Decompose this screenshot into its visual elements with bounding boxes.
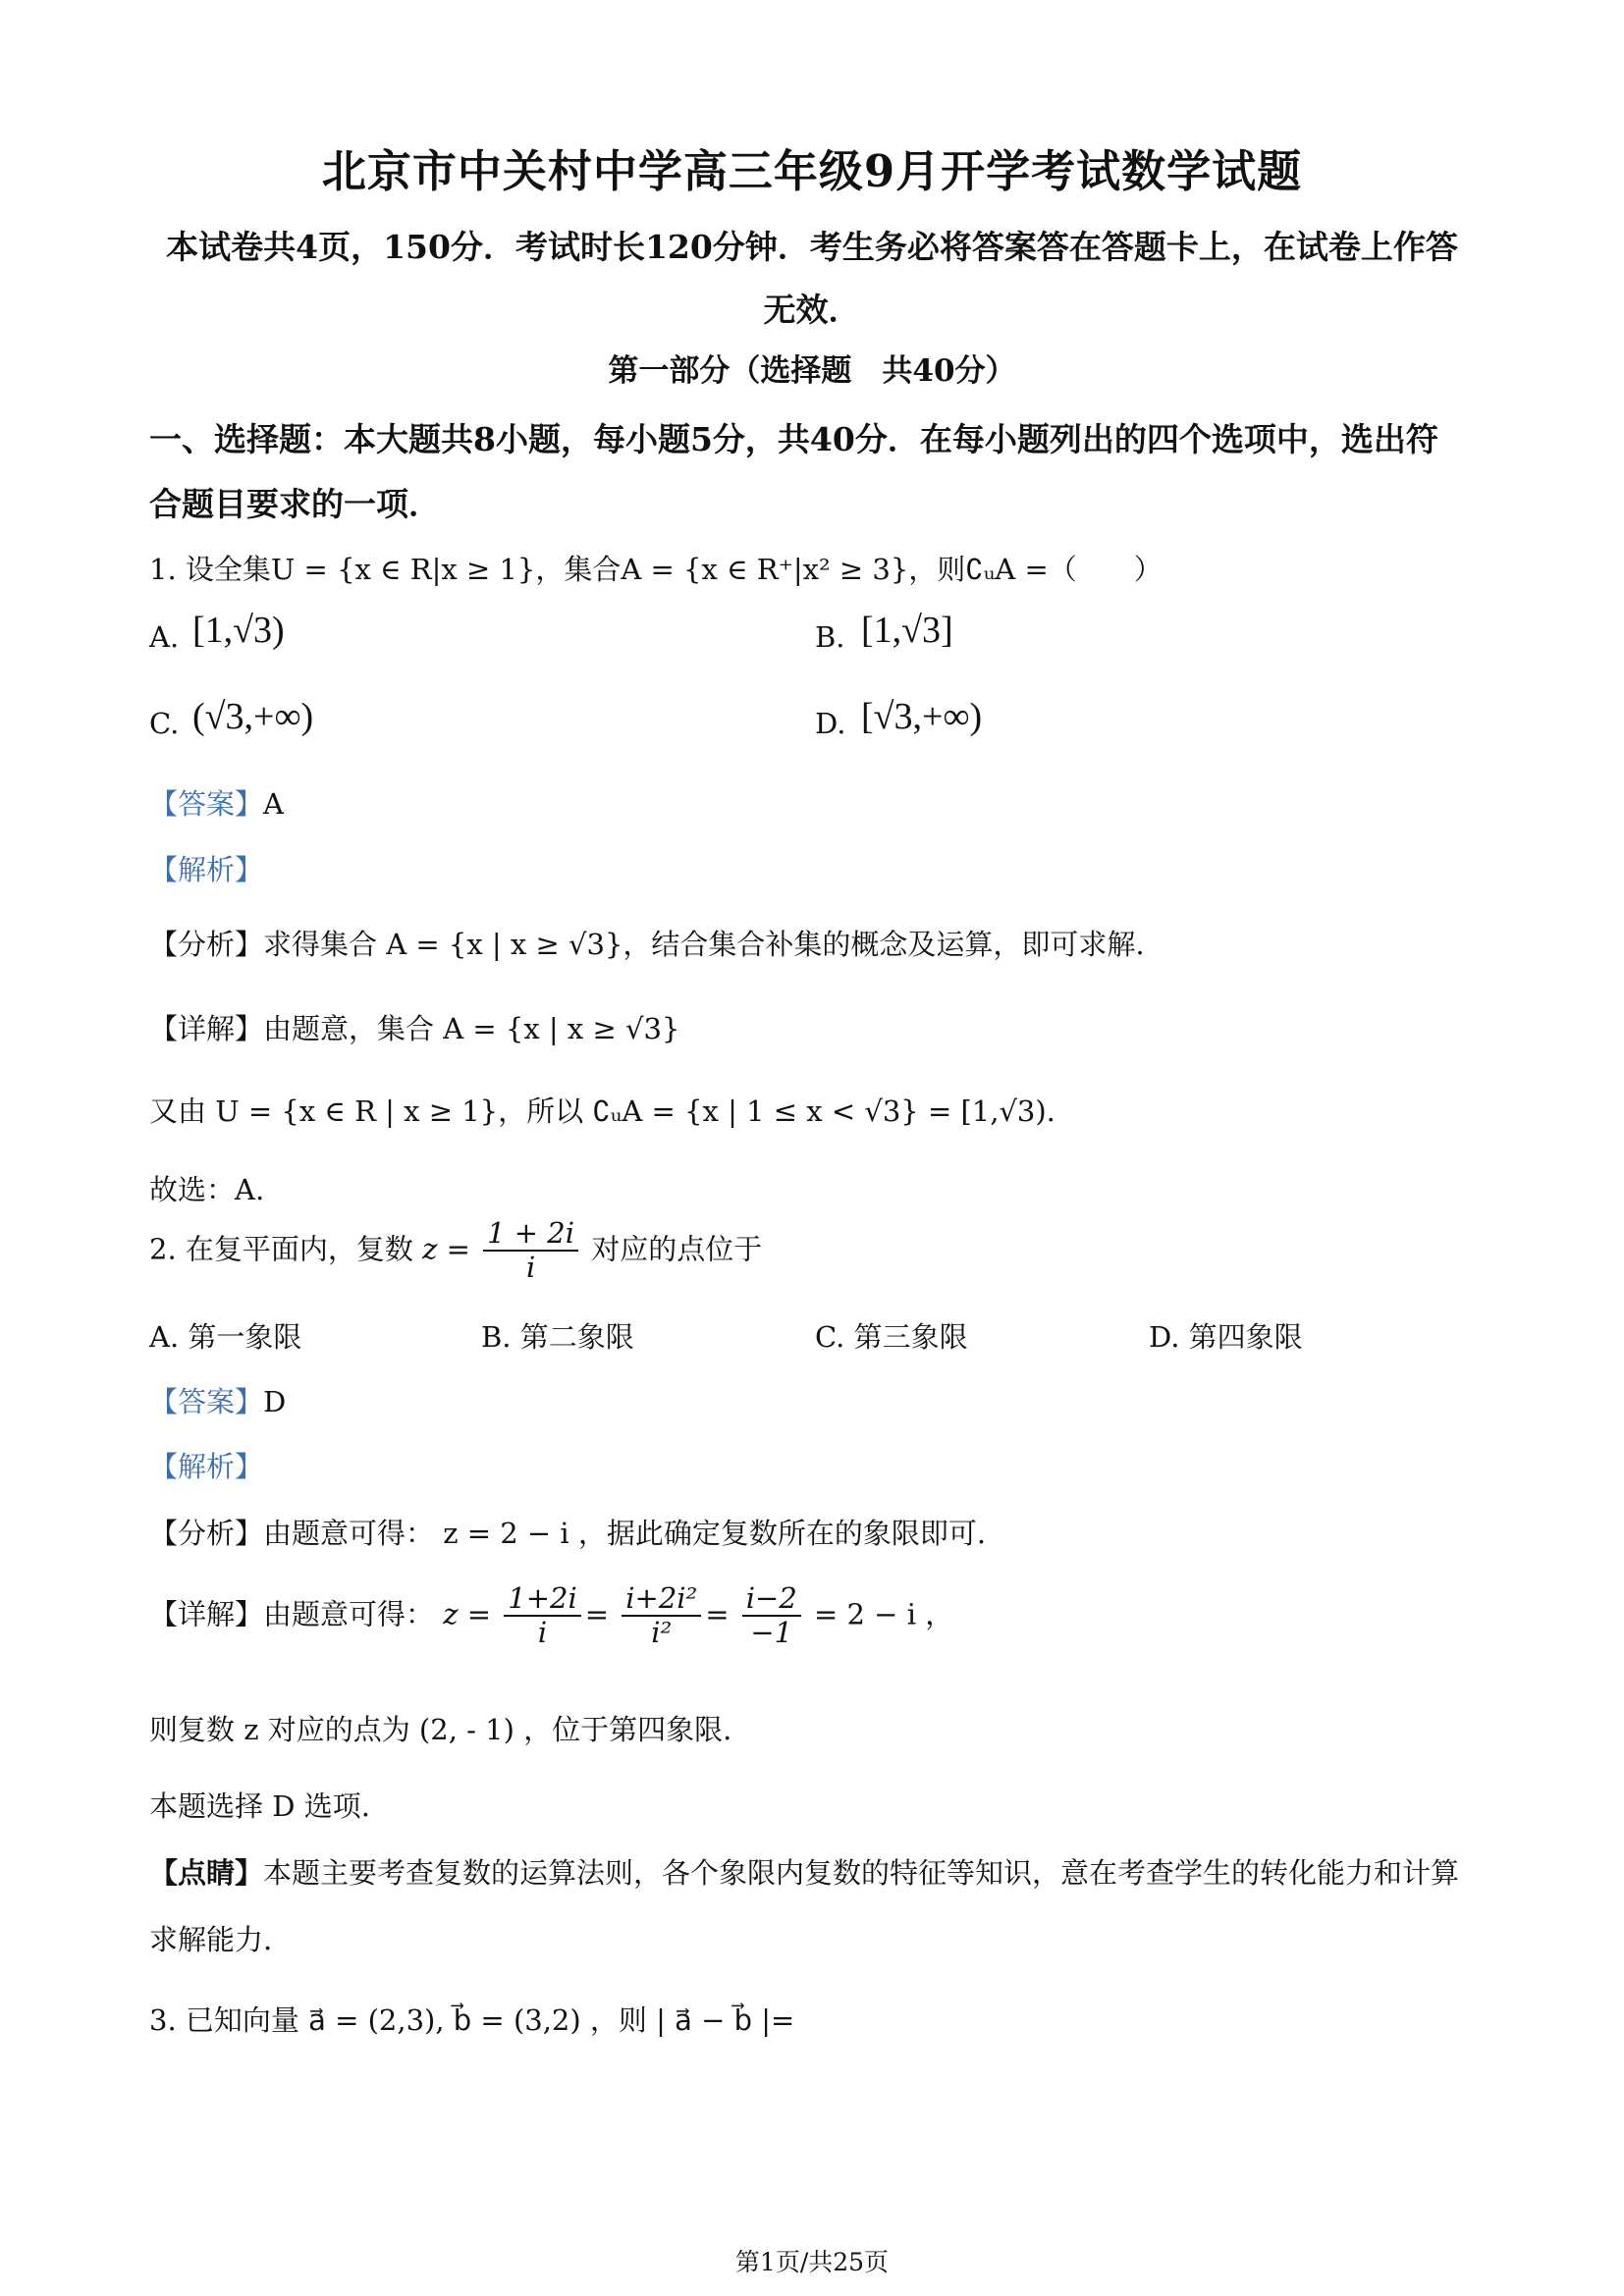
eq-frac-2-den: i²	[651, 1616, 673, 1650]
dianjing-tag: 【点睛】	[149, 1856, 264, 1890]
q1-option-b-label: B.	[815, 620, 845, 654]
q3-stem: 3. 已知向量 a⃗ = (2,3), b⃗ = (3,2) ，则 | a⃗ − b⃗ |=	[149, 2003, 795, 2037]
q1-stem: 1. 设全集U = {x ∈ R|x ≥ 1}，集合A = {x ∈ R⁺|x² ≥ 3}，则∁ᵤA =（ ）	[149, 553, 1163, 586]
q1-option-d-label: D.	[815, 707, 846, 740]
q1-option-a-label: A.	[149, 620, 180, 654]
q2-option-d: D. 第四象限	[1149, 1320, 1303, 1354]
eq-frac-2-num: i+2i²	[622, 1582, 701, 1617]
q2-xiangjie-row: 【详解】由题意可得： z = $\frac{1+2i}{i}$ = $\frac{\text{i+2i²}}{\text{i²}}$ = $\frac{i-2}{-1}$ = 2 − i ，	[149, 1581, 954, 1650]
eq-frac-1-den: i	[537, 1616, 548, 1650]
exam-note-line1: 本试卷共4页，150分．考试时长120分钟．考生务必将答案答在答题卡上，在试卷上作答	[166, 228, 1458, 266]
q2-option-b: B. 第二象限	[481, 1320, 634, 1354]
q2-answer: D	[263, 1385, 287, 1418]
q1-option-b: [1,√3]	[861, 610, 953, 651]
q2-fenxi: 由题意可得： z = 2 − i ，据此确定复数所在的象限即可.	[263, 1517, 987, 1550]
q2-dianjing-row2: 求解能力.	[149, 1923, 273, 1956]
q2-option-a: A. 第一象限	[149, 1320, 302, 1354]
q1-option-c: (√3,+∞)	[192, 696, 314, 737]
eq-frac-3-num: i−2	[742, 1582, 801, 1617]
fenxi-tag: 【分析】	[149, 928, 264, 961]
q2-eq-frac-3	[742, 1582, 801, 1650]
q2-fraction	[483, 1217, 578, 1285]
answer-tag: 【答案】	[149, 787, 264, 821]
page-footer: 第1页/共25页	[734, 2248, 890, 2276]
q2-eq-frac-1	[504, 1582, 580, 1650]
q1-fenxi: 求得集合 A = {x | x ≥ √3}，结合集合补集的概念及运算，即可求解.	[263, 928, 1145, 961]
q2-answer-row	[149, 1380, 286, 1420]
q2-select-line: 本题选择 D 选项.	[149, 1789, 370, 1823]
q1-fenxi-row	[149, 923, 1145, 963]
answer-tag: 【答案】	[149, 1385, 264, 1418]
q1-option-a: [1,√3)	[192, 610, 285, 651]
section-heading-line1: 一、选择题：本大题共8小题，每小题5分，共40分．在每小题列出的四个选项中，选出符	[149, 420, 1438, 458]
q2-frac-den: i	[525, 1251, 536, 1285]
q2-dianjing-row1	[149, 1851, 1459, 1892]
eq-frac-3-den: −1	[750, 1616, 793, 1650]
q2-z: z =	[422, 1232, 470, 1266]
fenxi-tag: 【分析】	[149, 1517, 264, 1550]
q2-dianjing-text1: 本题主要考查复数的运算法则，各个象限内复数的特征等知识，意在考查学生的转化能力和计算	[263, 1856, 1460, 1890]
eq-frac-1-num: 1+2i	[504, 1582, 580, 1617]
q1-answer: A	[263, 787, 284, 821]
page-title: 北京市中关村中学高三年级9月开学考试数学试题	[321, 145, 1303, 197]
q2-stem	[149, 1217, 762, 1285]
q2-stem-pre: 2. 在复平面内，复数	[149, 1232, 413, 1266]
exam-note-line2: 无效．	[763, 291, 861, 329]
xiangjie-tag: 【详解】	[149, 1597, 264, 1631]
q1-analysis-tag: 【解析】	[149, 853, 264, 886]
q2-frac-num: 1 + 2i	[483, 1217, 578, 1252]
q2-eq-z: z =	[443, 1597, 492, 1631]
q1-xiangjie-row	[149, 1007, 679, 1047]
q1-answer-row	[149, 782, 284, 823]
q2-eq-frac-2	[622, 1582, 701, 1650]
q2-point-line: 则复数 z 对应的点为 (2, - 1) ，位于第四象限.	[149, 1713, 732, 1746]
xiangjie-tag: 【详解】	[149, 1012, 264, 1045]
q1-choice: 故选：A.	[149, 1173, 265, 1206]
q1-option-c-label: C.	[149, 707, 180, 740]
q2-xiangjie-pre: 由题意可得：	[263, 1597, 435, 1631]
q1-solution-line: 又由 U = {x ∈ R | x ≥ 1}，所以 ∁ᵤA = {x | 1 ≤ x < √3} = [1,√3).	[149, 1095, 1056, 1128]
q1-xiangjie: 由题意，集合 A = {x | x ≥ √3}	[263, 1012, 680, 1045]
q2-stem-post: 对应的点位于	[591, 1232, 763, 1266]
section-heading-line2: 合题目要求的一项．	[149, 485, 441, 523]
q1-option-d: [√3,+∞)	[861, 696, 983, 737]
q2-option-c: C. 第三象限	[815, 1320, 968, 1354]
q2-analysis-tag: 【解析】	[149, 1450, 264, 1483]
part-heading: 第一部分（选择题 共40分）	[608, 353, 1016, 389]
q2-eq-tail: = 2 − i ，	[814, 1597, 954, 1631]
q2-fenxi-row	[149, 1512, 986, 1552]
